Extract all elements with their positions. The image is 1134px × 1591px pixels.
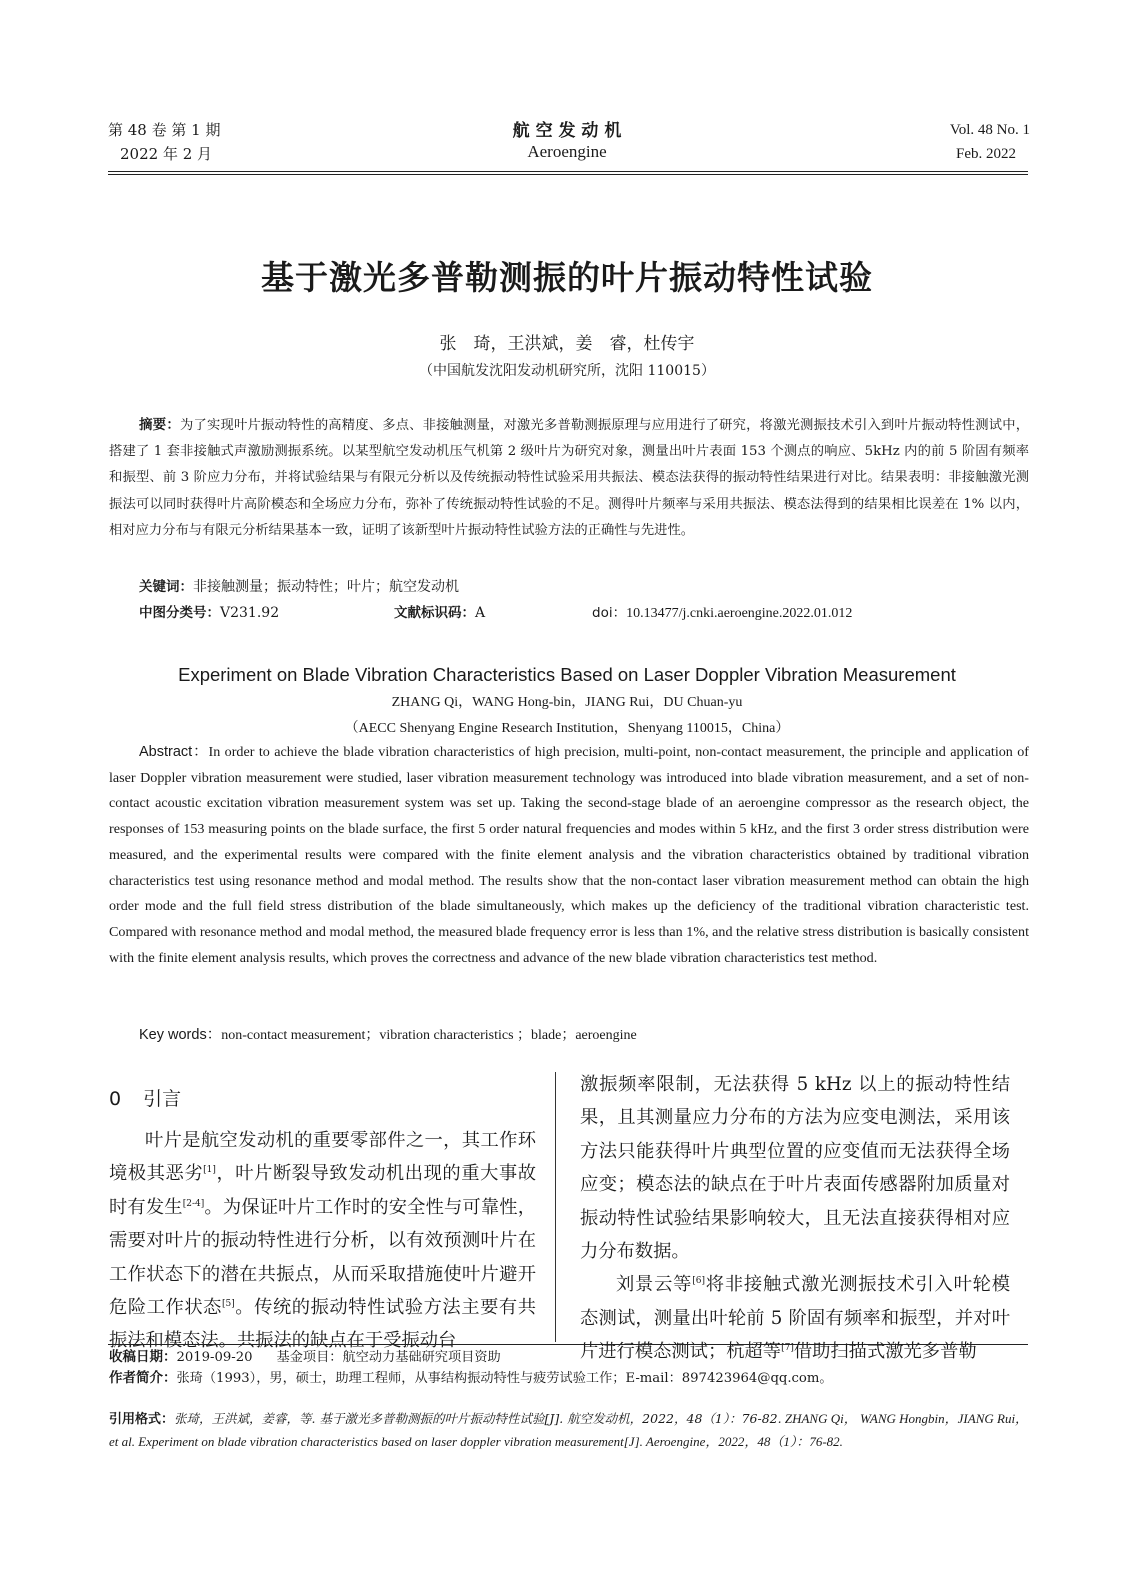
abstract-en [109, 740, 1029, 971]
journal-name-cn: 航 空 发 动 机 [512, 121, 622, 141]
english-affiliation: （AECC Shenyang Engine Research Institution，Shenyang 110015，China） [344, 721, 790, 736]
author-list: 张 琦，王洪斌，姜 睿，杜传宇 [439, 334, 695, 354]
body-text: 刘景云等 [616, 1274, 693, 1296]
doc-code-label: 文献标识码： [394, 605, 475, 621]
doi-value: 10.13477/j.cnki.aeroengine.2022.01.012 [626, 606, 853, 621]
abstract-cn-label: 摘要： [139, 417, 181, 433]
classification-number [139, 601, 279, 625]
abstract-en-text: In order to achieve the blade vibration characteristics of high precision, multi-point, non-contact measurement, the principle and application of laser Doppler vibration measurement were studied, laser vibration measurement technology was introduced into blade vibration measurement, and a set of non-contact acoustic excitation vibration measurement system was set up. Taking the second-stage blade of an aeroengine compressor as the research object, the responses of 153 measuring points on the blade surface, the first 5 order natural frequencies and modes within 5 kHz, and the first 3 order stress distribution were measured, and the experimental results were compared with the finite element analysis and the vibration characteristics obtained by traditional vibration characteristics test using resonance method and modal method. The results show that the non-contact laser vibration measurement method can obtain the high order mode and the full field stress distribution of the blade simultaneously, which makes up the deficiency of the traditional vibration characteristic test. Compared with resonance method and modal method, the measured blade frequency error is less than 1%, and the relative stress distribution is basically consistent with the finite element analysis results, which proves the correctness and advance of the new blade vibration characteristics test method. [109, 744, 1029, 966]
citation-ref: [2-4] [182, 1198, 205, 1209]
journal-name-en: Aeroengine [527, 142, 607, 161]
citation-ref: [1] [203, 1165, 216, 1176]
affiliation: （中国航发沈阳发动机研究所，沈阳 110015） [419, 363, 715, 379]
keywords-en-label: Key words： [139, 1027, 222, 1043]
body-text: 借助扫描式激光多普勒 [793, 1341, 977, 1363]
body-paragraph [109, 1124, 536, 1358]
citation-ref: [7] [781, 1343, 794, 1354]
citation-format [109, 1408, 1029, 1453]
body-column-right [580, 1068, 1010, 1369]
body-paragraph: 激振频率限制，无法获得 5 kHz 以上的振动特性结果，且其测量应力分布的方法为应变电测法，采用该方法只能获得叶片典型位置的应变值而无法获得全场应变；模态法的缺点在于叶片表面传感器附加质量对振动特性试验结果影响较大，且无法直接获得相对应力分布数据。 [580, 1074, 1010, 1263]
footnote-author [109, 1368, 833, 1389]
column-divider [555, 1072, 556, 1342]
volume-issue-en: Vol. 48 No. 1 [949, 122, 1030, 138]
english-author-list: ZHANG Qi，WANG Hong-bin，JIANG Rui，DU Chuan-yu [391, 695, 743, 710]
date-en: Feb. 2022 [956, 146, 1016, 162]
body-text: 。传统的振动特性试验方法主要有共振法和模态法。共振法的缺点在于受振动台 [109, 1297, 537, 1352]
keywords-en-text: non-contact measurement；vibration characteristics ；blade；aeroengine [221, 1028, 637, 1043]
keywords-cn-label: 关键词： [139, 579, 193, 595]
citation-en: ZHANG Qi， WANG Hongbin，JIANG Rui，et al. Experiment on blade vibration characteristics based on laser doppler vibration measurement[J]. Aeroengine，2022，48（1）：76-82. [109, 1411, 1029, 1449]
body-text: 将非接触式激光测振技术引入叶轮模态测试，测量出叶轮前 5 阶固有频率和振型，并对叶片进行模态测试；杭超等 [580, 1274, 1010, 1363]
body-text: ，叶片断裂导致发动机出现的重大事故时有发生 [109, 1163, 537, 1218]
doc-code-value: A [475, 605, 486, 621]
received-label: 收稿日期： [109, 1349, 177, 1365]
classification-value: V231.92 [220, 605, 280, 621]
doi-label: doi： [592, 605, 627, 621]
date-cn: 2022 年 2 月 [120, 145, 213, 163]
abstract-cn [109, 412, 1029, 544]
body-text: 。为保证叶片工作时的安全性与可靠性，需要对叶片的振动特性进行分析，以有效预测叶片在工作状态下的潜在共振点，从而采取措施使叶片避开危险工作状态 [109, 1196, 537, 1319]
abstract-en-label: Abstract： [139, 744, 209, 760]
received-date: 2019-09-20 [176, 1350, 253, 1365]
section-title: 引言 [143, 1088, 182, 1110]
citation-ref: [5] [221, 1298, 235, 1309]
citation-label: 引用格式： [109, 1412, 175, 1427]
header-rule-top [108, 171, 1028, 172]
footnote-received [109, 1347, 501, 1368]
english-title: Experiment on Blade Vibration Characteristics Based on Laser Doppler Vibration Measurement [178, 664, 956, 685]
fund-text: 航空动力基础研究项目资助 [342, 1350, 501, 1365]
body-text: 叶片是航空发动机的重要零部件之一，其工作环境极其恶劣 [109, 1130, 536, 1185]
section-heading [109, 1084, 181, 1111]
author-bio-label: 作者简介： [109, 1370, 177, 1386]
classification-label: 中图分类号： [139, 605, 220, 621]
fund-label: 基金项目： [276, 1350, 343, 1365]
section-number: 0 [109, 1088, 122, 1110]
volume-issue-cn: 第 48 卷 第 1 期 [108, 121, 221, 139]
document-code [394, 601, 485, 625]
author-bio-text: 张琦（1993），男，硕士，助理工程师，从事结构振动特性与疲劳试验工作；E-mail：897423964@qq.com。 [176, 1371, 833, 1386]
footnote-rule [108, 1344, 1028, 1345]
citation-ref: [6] [692, 1276, 705, 1287]
body-column-left [109, 1124, 536, 1358]
abstract-cn-text: 为了实现叶片振动特性的高精度、多点、非接触测量，对激光多普勒测振原理与应用进行了研究，将激光测振技术引入到叶片振动特性测试中，搭建了 1 套非接触式声激励测振系统。以某型航空发动机压气机第 2 级叶片为研究对象，测量出叶片表面 153 个测点的响应、5kHz 内的前 5 阶固有频率和振型、前 3 阶应力分布，并将试验结果与有限元分析以及传统振动特性试验采用共振法、模态法获得的振动特性结果进行对比。结果表明：非接触激光测振法可以同时获得叶片高阶模态和全场应力分布，弥补了传统振动特性试验的不足。测得叶片频率与采用共振法、模态法得到的结果相比误差在 1% 以内，相对应力分布与有限元分析结果基本一致，证明了该新型叶片振动特性试验方法的正确性与先进性。 [109, 418, 1030, 538]
body-paragraph [580, 1268, 1010, 1368]
citation-cn: 张琦，王洪斌，姜睿，等. 基于激光多普勒测振的叶片振动特性试验[J]. 航空发动机，2022，48（1）：76-82. [174, 1411, 782, 1426]
paper-title: 基于激光多普勒测振的叶片振动特性试验 [261, 258, 873, 297]
keywords-en [139, 1024, 637, 1047]
header-rule-bottom [108, 174, 1028, 175]
keywords-cn [139, 575, 459, 599]
doi [592, 601, 852, 626]
keywords-cn-text: 非接触测量；振动特性；叶片；航空发动机 [193, 579, 459, 595]
